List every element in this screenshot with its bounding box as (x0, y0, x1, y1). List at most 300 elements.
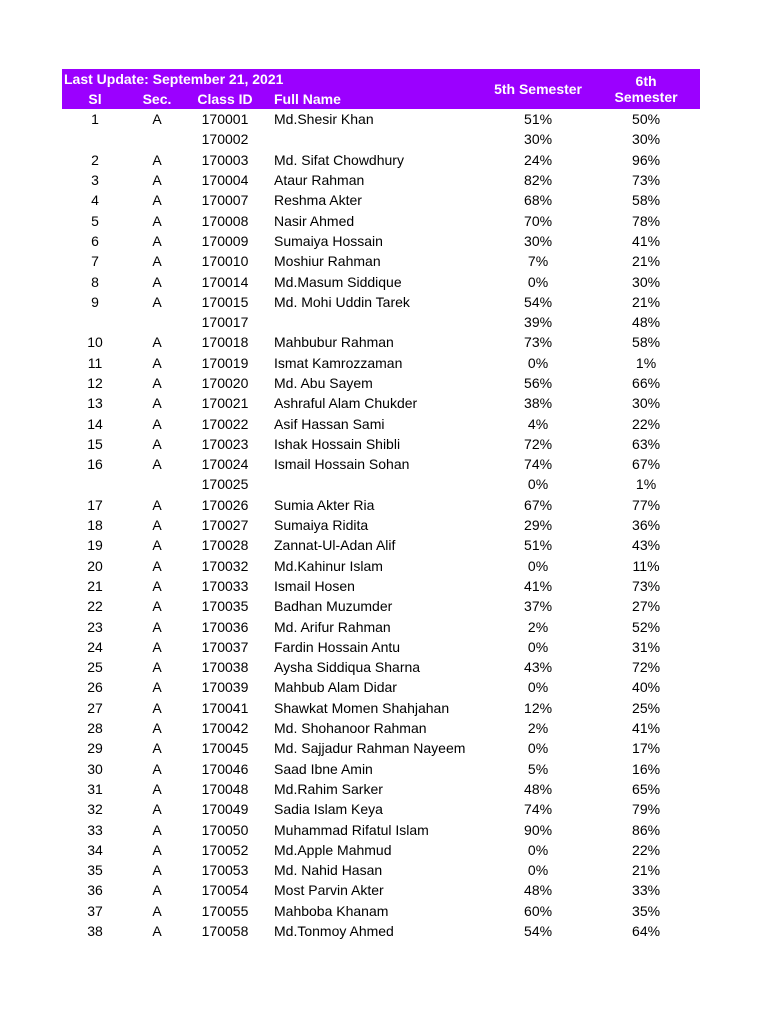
col-header-5th-semester: 5th Semester (484, 69, 592, 109)
cell-full-name: Md.Kahinur Islam (274, 557, 383, 574)
cell-class-id: 170055 (201, 902, 249, 919)
cell-sl: 17 (87, 496, 103, 513)
table-row (62, 393, 700, 413)
cell-sl: 20 (87, 557, 103, 574)
cell-6th-semester: 67% (632, 456, 661, 473)
table-row (62, 190, 700, 210)
cell-5th-semester: 68% (524, 192, 553, 209)
cell-class-id: 170018 (201, 334, 249, 351)
cell-full-name: Reshma Akter (274, 192, 362, 209)
cell-sec: A (152, 740, 162, 757)
table-row (62, 616, 700, 636)
cell-sl: 25 (87, 659, 103, 676)
cell-sec (128, 129, 186, 149)
cell-class-id: 170021 (201, 395, 249, 412)
cell-class-id: 170020 (201, 375, 249, 391)
cell-5th-semester: 60% (524, 902, 553, 919)
cell-class-id: 170008 (201, 212, 249, 229)
cell-5th-semester: 0% (527, 557, 549, 574)
cell-6th-semester: 35% (632, 902, 661, 919)
cell-class-id: 170017 (201, 314, 249, 331)
col-header-sec: Sec. (128, 89, 186, 109)
cell-full-name: Sadia Islam Keya (274, 801, 383, 818)
cell-class-id: 170015 (201, 293, 249, 310)
cell-5th-semester: 54% (524, 293, 553, 310)
cell-sec: A (152, 598, 162, 615)
cell-full-name: Ishak Hossain Shibli (274, 435, 401, 452)
table-row (62, 799, 700, 819)
cell-6th-semester: 58% (632, 334, 661, 351)
cell-6th-semester: 31% (632, 638, 661, 655)
cell-6th-semester: 43% (632, 537, 661, 554)
cell-sl: 15 (87, 435, 103, 452)
cell-class-id: 170038 (201, 659, 249, 676)
table-row (62, 718, 700, 738)
cell-full-name: Md.Tonmoy Ahmed (274, 923, 394, 940)
cell-class-id: 170033 (201, 577, 249, 594)
cell-6th-semester: 21% (632, 862, 661, 879)
table-row (62, 779, 700, 799)
cell-class-id: 170024 (201, 456, 249, 473)
cell-sec: A (152, 780, 162, 797)
cell-6th-semester: 72% (632, 659, 661, 676)
table-row (62, 901, 700, 921)
table-row (62, 596, 700, 616)
cell-full-name: Md. Arifur Rahman (274, 618, 391, 635)
cell-sl: 34 (87, 841, 103, 858)
table-row (62, 677, 700, 697)
cell-6th-semester: 58% (632, 192, 661, 209)
cell-6th-semester: 50% (632, 111, 661, 128)
cell-6th-semester: 30% (632, 273, 661, 290)
last-update-label: Last Update: September 21, 2021 (62, 69, 484, 89)
cell-sec: A (152, 496, 162, 513)
cell-sl: 3 (91, 172, 99, 189)
cell-sl: 23 (87, 618, 103, 635)
table-row (62, 413, 700, 433)
cell-6th-semester: 11% (632, 557, 660, 574)
cell-sec: A (152, 172, 162, 189)
col-header-full-name: Full Name (264, 89, 484, 109)
cell-class-id: 170036 (201, 618, 249, 635)
cell-sec: A (152, 760, 162, 777)
cell-class-id: 170007 (201, 192, 249, 209)
cell-sl: 28 (87, 720, 103, 737)
cell-sec: A (152, 192, 162, 209)
cell-class-id: 170054 (201, 882, 249, 899)
table-row (62, 921, 700, 941)
cell-5th-semester: 48% (524, 780, 553, 797)
cell-full-name: Md.Masum Siddique (274, 273, 402, 290)
table-row (62, 474, 700, 494)
cell-6th-semester: 22% (632, 841, 661, 858)
table-row (62, 312, 700, 332)
cell-full-name: Md. Nahid Hasan (274, 862, 383, 879)
cell-class-id: 170050 (201, 821, 249, 838)
cell-sl: 30 (87, 760, 103, 777)
cell-6th-semester: 25% (632, 699, 661, 716)
cell-6th-semester: 36% (632, 517, 661, 534)
cell-5th-semester: 43% (524, 659, 553, 676)
cell-full-name: Fardin Hossain Antu (274, 638, 401, 655)
cell-class-id: 170052 (201, 841, 249, 858)
cell-full-name: Md. Mohi Uddin Tarek (274, 293, 410, 310)
cell-full-name: Md. Sifat Chowdhury (274, 151, 404, 168)
cell-sec: A (152, 618, 162, 635)
cell-full-name: Sumia Akter Ria (274, 496, 375, 513)
cell-sec: A (152, 232, 162, 249)
cell-class-id: 170014 (201, 273, 249, 290)
cell-5th-semester: 90% (524, 821, 553, 838)
table-row (62, 129, 700, 149)
cell-class-id: 170022 (201, 415, 249, 432)
cell-sl: 31 (87, 780, 103, 797)
cell-sl: 4 (91, 192, 99, 209)
cell-sec: A (152, 720, 162, 737)
cell-class-id: 170003 (201, 151, 249, 168)
cell-sl (62, 474, 128, 494)
cell-full-name: Aysha Siddiqua Sharna (274, 659, 421, 676)
cell-full-name: Md.Rahim Sarker (274, 780, 383, 797)
cell-sec: A (152, 253, 162, 270)
cell-6th-semester: 73% (632, 577, 661, 594)
cell-class-id: 170039 (201, 679, 249, 696)
cell-6th-semester: 21% (632, 253, 661, 270)
cell-5th-semester: 38% (524, 395, 553, 412)
cell-sl: 10 (87, 334, 103, 351)
cell-6th-semester: 73% (632, 172, 661, 189)
cell-6th-semester: 96% (632, 151, 661, 168)
cell-sec: A (152, 862, 162, 879)
table-row (62, 880, 700, 900)
cell-sec: A (152, 151, 162, 168)
cell-class-id: 170002 (201, 131, 249, 148)
cell-full-name: Mahbubur Rahman (274, 334, 394, 351)
cell-sl: 12 (87, 375, 103, 391)
cell-6th-semester: 41% (632, 232, 661, 249)
cell-sl: 32 (87, 801, 103, 818)
cell-sl: 26 (87, 679, 103, 696)
cell-class-id: 170028 (201, 537, 249, 554)
cell-sec (128, 474, 186, 494)
cell-6th-semester: 78% (632, 212, 661, 229)
cell-full-name: Badhan Muzumder (274, 598, 393, 615)
cell-5th-semester: 5% (527, 760, 549, 777)
results-table (62, 69, 700, 941)
cell-class-id: 170026 (201, 496, 249, 513)
cell-5th-semester: 0% (527, 638, 549, 655)
cell-6th-semester: 30% (632, 131, 661, 148)
table-row (62, 637, 700, 657)
cell-class-id: 170019 (201, 354, 249, 371)
cell-sl: 6 (91, 232, 99, 249)
table-row (62, 292, 700, 312)
cell-5th-semester: 0% (527, 740, 549, 757)
cell-class-id: 170049 (201, 801, 249, 818)
table-row (62, 353, 700, 373)
cell-full-name: Md.Apple Mahmud (274, 841, 392, 858)
table-row (62, 860, 700, 880)
cell-sec: A (152, 537, 162, 554)
cell-class-id: 170027 (201, 517, 249, 534)
cell-sec: A (152, 212, 162, 229)
cell-6th-semester: 52% (632, 618, 661, 635)
cell-class-id: 170010 (201, 253, 249, 270)
cell-full-name: Nasir Ahmed (274, 212, 355, 229)
table-row (62, 170, 700, 190)
cell-5th-semester: 30% (524, 131, 553, 148)
cell-sec: A (152, 354, 162, 371)
cell-sl: 16 (87, 456, 103, 473)
cell-full-name: Ashraful Alam Chukder (274, 395, 418, 412)
cell-5th-semester: 4% (527, 415, 549, 432)
cell-sec: A (152, 435, 162, 452)
cell-5th-semester: 54% (524, 923, 553, 940)
cell-6th-semester: 27% (632, 598, 661, 615)
table-row (62, 759, 700, 779)
table-row (62, 738, 700, 758)
cell-sl (62, 129, 128, 149)
col-header-6th-line1: 6th (635, 73, 657, 89)
cell-6th-semester: 66% (632, 375, 661, 391)
cell-sec: A (152, 293, 162, 310)
cell-5th-semester: 24% (524, 151, 553, 168)
cell-sl: 37 (87, 902, 103, 919)
cell-class-id: 170058 (201, 923, 249, 940)
table-row (62, 698, 700, 718)
cell-6th-semester: 64% (632, 923, 661, 940)
cell-sec: A (152, 679, 162, 696)
table-row (62, 576, 700, 596)
cell-full-name: Mahboba Khanam (274, 902, 389, 919)
table-row (62, 495, 700, 515)
cell-sec: A (152, 415, 162, 432)
cell-5th-semester: 29% (524, 517, 553, 534)
cell-5th-semester: 0% (527, 476, 549, 493)
cell-5th-semester: 7% (527, 253, 549, 270)
cell-sec: A (152, 334, 162, 351)
cell-sec: A (152, 638, 162, 655)
cell-5th-semester: 39% (524, 314, 553, 331)
col-header-6th-line2: Semester (614, 89, 678, 105)
cell-sl: 18 (87, 517, 103, 534)
cell-sl: 21 (87, 577, 103, 594)
cell-5th-semester: 73% (524, 334, 553, 351)
cell-full-name: Md. Sajjadur Rahman Nayeem (274, 740, 466, 757)
cell-6th-semester: 21% (632, 293, 661, 310)
table-body (62, 109, 700, 941)
cell-sl: 35 (87, 862, 103, 879)
cell-full-name: Ismail Hossain Sohan (274, 456, 410, 473)
cell-full-name: Md. Shohanoor Rahman (274, 720, 427, 737)
cell-sl: 33 (87, 821, 103, 838)
cell-class-id: 170045 (201, 740, 249, 757)
cell-full-name: Saad Ibne Amin (274, 760, 373, 777)
cell-sl: 8 (91, 273, 99, 290)
cell-6th-semester: 33% (632, 882, 661, 899)
cell-full-name: Asif Hassan Sami (274, 415, 385, 432)
cell-class-id: 170035 (201, 598, 249, 615)
cell-sl: 14 (87, 415, 103, 432)
cell-full-name: Moshiur Rahman (274, 253, 381, 270)
table-header (62, 69, 700, 109)
cell-sec (128, 312, 186, 332)
cell-5th-semester: 12% (524, 699, 553, 716)
cell-sl: 29 (87, 740, 103, 757)
cell-5th-semester: 0% (527, 862, 549, 879)
cell-6th-semester: 63% (632, 435, 661, 452)
cell-class-id: 170048 (201, 780, 249, 797)
cell-sec: A (152, 577, 162, 594)
table-row (62, 556, 700, 576)
cell-sl: 1 (91, 111, 99, 128)
cell-sl: 9 (91, 293, 99, 310)
cell-sec: A (152, 699, 162, 716)
cell-sl (62, 312, 128, 332)
cell-sl: 38 (87, 923, 103, 940)
cell-sec: A (152, 821, 162, 838)
cell-sec: A (152, 841, 162, 858)
cell-sec: A (152, 902, 162, 919)
table-row (62, 251, 700, 271)
cell-5th-semester: 70% (524, 212, 553, 229)
cell-5th-semester: 2% (527, 720, 549, 737)
cell-class-id: 170032 (201, 557, 249, 574)
cell-6th-semester: 1% (635, 476, 657, 493)
cell-5th-semester: 56% (524, 375, 553, 391)
cell-5th-semester: 30% (524, 232, 553, 249)
cell-class-id: 170037 (201, 638, 249, 655)
cell-class-id: 170025 (201, 476, 249, 493)
cell-class-id: 170023 (201, 435, 249, 452)
table-row (62, 434, 700, 454)
cell-5th-semester: 2% (527, 618, 549, 635)
table-row (62, 657, 700, 677)
header-row-top (62, 69, 700, 89)
table-row (62, 109, 700, 129)
table-row (62, 373, 700, 393)
cell-sec: A (152, 517, 162, 534)
table-row (62, 231, 700, 251)
cell-sec: A (152, 557, 162, 574)
cell-sl: 2 (91, 151, 99, 168)
cell-sl: 22 (87, 598, 103, 615)
table-row (62, 819, 700, 839)
col-header-6th-semester (592, 69, 700, 109)
cell-full-name: Md. Abu Sayem (274, 375, 373, 391)
table-row (62, 454, 700, 474)
cell-sec: A (152, 659, 162, 676)
cell-6th-semester: 16% (632, 760, 661, 777)
cell-5th-semester: 0% (527, 841, 549, 858)
cell-5th-semester: 72% (524, 435, 553, 452)
cell-sl: 7 (91, 253, 99, 270)
cell-5th-semester: 74% (524, 456, 553, 473)
cell-full-name: Ismat Kamrozzaman (274, 354, 403, 371)
cell-sec: A (152, 111, 162, 128)
cell-full-name (264, 474, 484, 494)
cell-full-name: Ismail Hosen (274, 577, 355, 594)
cell-full-name: Zannat-Ul-Adan Alif (274, 537, 396, 554)
cell-class-id: 170004 (201, 172, 249, 189)
cell-sl: 27 (87, 699, 103, 716)
cell-full-name (264, 129, 484, 149)
col-header-class-id: Class ID (186, 89, 264, 109)
table-row (62, 332, 700, 352)
cell-sl: 5 (91, 212, 99, 229)
cell-sl: 13 (87, 395, 103, 412)
cell-full-name: Md.Shesir Khan (274, 111, 374, 128)
table-row (62, 840, 700, 860)
cell-5th-semester: 41% (524, 577, 553, 594)
cell-class-id: 170001 (201, 111, 249, 128)
cell-full-name (264, 312, 484, 332)
cell-class-id: 170042 (201, 720, 249, 737)
cell-full-name: Shawkat Momen Shahjahan (274, 699, 450, 716)
cell-full-name: Ataur Rahman (274, 172, 365, 189)
cell-5th-semester: 82% (524, 172, 553, 189)
cell-class-id: 170041 (201, 699, 249, 716)
cell-6th-semester: 65% (632, 780, 661, 797)
cell-5th-semester: 48% (524, 882, 553, 899)
cell-sec: A (152, 801, 162, 818)
cell-full-name: Most Parvin Akter (274, 882, 384, 899)
table-row (62, 150, 700, 170)
cell-sl: 19 (87, 537, 103, 554)
table-row (62, 271, 700, 291)
table-row (62, 535, 700, 555)
cell-6th-semester: 86% (632, 821, 661, 838)
cell-6th-semester: 30% (632, 395, 661, 412)
cell-5th-semester: 37% (524, 598, 553, 615)
cell-sec: A (152, 923, 162, 940)
cell-6th-semester: 1% (635, 354, 657, 371)
cell-5th-semester: 67% (524, 496, 553, 513)
cell-5th-semester: 0% (527, 679, 549, 696)
cell-full-name: Sumaiya Ridita (274, 517, 369, 534)
cell-sec: A (152, 273, 162, 290)
cell-5th-semester: 51% (524, 111, 553, 128)
cell-sec: A (152, 882, 162, 899)
cell-class-id: 170046 (201, 760, 249, 777)
cell-class-id: 170009 (201, 232, 249, 249)
cell-sec: A (152, 456, 162, 473)
cell-sl: 11 (87, 354, 103, 371)
cell-6th-semester: 17% (632, 740, 661, 757)
cell-5th-semester: 0% (527, 273, 549, 290)
cell-6th-semester: 22% (632, 415, 661, 432)
cell-5th-semester: 74% (524, 801, 553, 818)
cell-class-id: 170053 (201, 862, 249, 879)
cell-full-name: Mahbub Alam Didar (274, 679, 397, 696)
cell-sec: A (152, 395, 162, 412)
col-header-sl: Sl (62, 89, 128, 109)
table-row (62, 515, 700, 535)
cell-6th-semester: 79% (632, 801, 661, 818)
cell-5th-semester: 0% (527, 354, 549, 371)
cell-6th-semester: 77% (632, 496, 661, 513)
cell-5th-semester: 51% (524, 537, 553, 554)
cell-6th-semester: 48% (632, 314, 661, 331)
cell-6th-semester: 40% (632, 679, 661, 696)
cell-full-name: Muhammad Rifatul Islam (274, 821, 429, 838)
cell-sl: 24 (87, 638, 103, 655)
table-row (62, 210, 700, 230)
cell-6th-semester: 41% (632, 720, 661, 737)
cell-sl: 36 (87, 882, 103, 899)
cell-full-name: Sumaiya Hossain (274, 232, 383, 249)
cell-sec: A (152, 375, 162, 391)
